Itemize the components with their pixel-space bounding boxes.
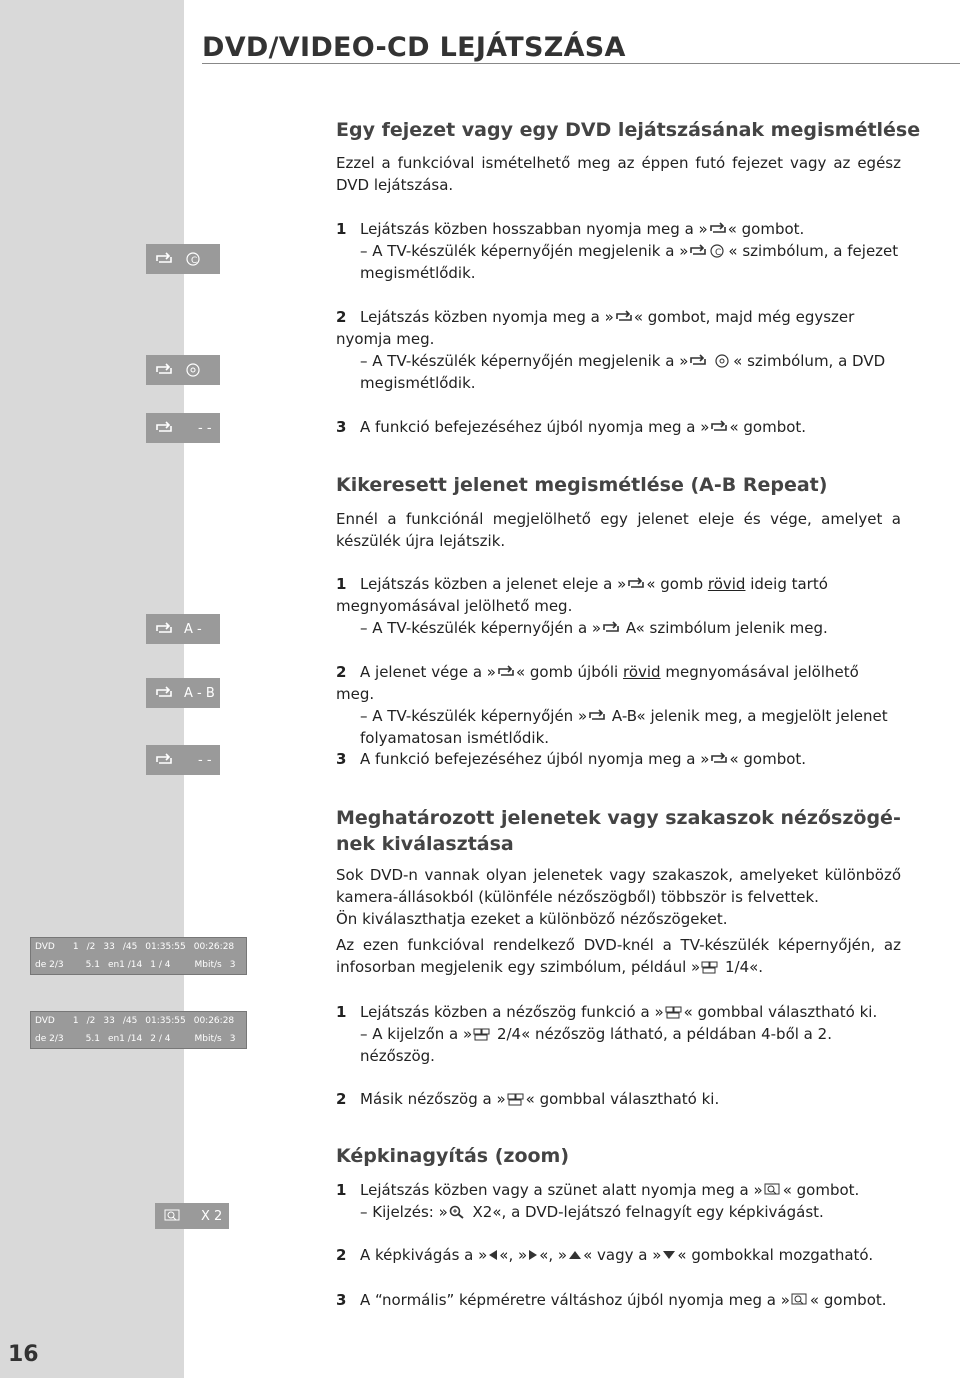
- osd-text: - -: [198, 420, 212, 436]
- repeat-icon: [709, 752, 729, 766]
- step-number: 1: [336, 1181, 347, 1199]
- step-subtext: A« szimbólum jelenik meg.: [621, 619, 828, 637]
- osd-zoom: [155, 1203, 229, 1229]
- arrow-down-icon: [661, 1248, 677, 1262]
- step-1: [336, 218, 901, 284]
- step-number: 3: [336, 1291, 347, 1309]
- step-subtext: – A kijelzőn a »: [360, 1025, 473, 1043]
- section-intro: [336, 934, 901, 978]
- step-text: Lejátszás közben a jelenet eleje a »: [360, 575, 627, 593]
- info-language: de 2/3: [35, 959, 64, 970]
- osd-text: X 2: [201, 1208, 223, 1224]
- repeat-icon: [709, 420, 729, 434]
- page-number: 16: [8, 1342, 39, 1367]
- osd-info-bar: [30, 937, 247, 975]
- svg-text:C: C: [715, 248, 722, 258]
- section-heading-repeat: Egy fejezet vagy egy DVD lejátszásának megismétlése: [336, 119, 921, 141]
- info-dvd: DVD: [35, 1015, 55, 1026]
- step-text: « gombot.: [809, 1291, 887, 1309]
- step-2: [336, 306, 901, 394]
- step-subtext: – Kijelzés: »: [360, 1203, 448, 1221]
- step-text: « gomb: [646, 575, 708, 593]
- step-text: « gombokkal mozgatható.: [677, 1246, 874, 1264]
- step-text: « gombot, majd még egyszer nyomja meg.: [336, 308, 855, 348]
- step-number: 2: [336, 1090, 347, 1108]
- repeat-icon: [496, 665, 516, 679]
- step-text: A képkivágás a »: [360, 1246, 488, 1264]
- osd-text: A -: [184, 621, 202, 637]
- osd-text: A - B: [184, 685, 215, 701]
- magnifier-icon: [448, 1205, 468, 1219]
- step-text: A funkció befejezéséhez újból nyomja meg a »: [360, 418, 710, 436]
- step-text: Lejátszás közben vagy a szünet alatt nyomja meg a »: [360, 1181, 763, 1199]
- intro-text: Az ezen funkcióval rendelkező DVD-knél a TV-készülék képernyőjén, az infosorban megjelenik egy szimbólum, például »: [336, 936, 901, 976]
- info-title-total: /2: [86, 941, 96, 952]
- step-text: « gombot.: [729, 750, 807, 768]
- step-subtext: « szimbólum, a fejezet megismétlődik.: [360, 242, 899, 282]
- step-number: 2: [336, 1246, 347, 1264]
- osd-ab-marker: [146, 678, 220, 708]
- info-angle: 2 / 4: [150, 1033, 171, 1044]
- step-number: 2: [336, 308, 347, 326]
- repeat-icon: [154, 752, 174, 768]
- angle-icon: [506, 1092, 526, 1106]
- section-intro: Ön kiválaszthatja ezeket a különböző nézőszögeket.: [336, 910, 728, 928]
- step-1: [336, 573, 901, 639]
- step-text: A funkció befejezéséhez újból nyomja meg a »: [360, 750, 710, 768]
- section-heading-angle: [336, 805, 901, 857]
- repeat-icon: [154, 621, 174, 637]
- repeat-icon: [614, 310, 634, 324]
- section-heading-ab-repeat: Kikeresett jelenet megismétlése (A-B Repeat): [336, 474, 828, 496]
- step-text: « gombot.: [729, 418, 807, 436]
- step-text: A jelenet vége a »: [360, 663, 496, 681]
- step-text: « gombbal választható ki.: [525, 1090, 720, 1108]
- angle-icon: [472, 1027, 492, 1041]
- repeat-icon: [154, 251, 174, 267]
- step-number: 2: [336, 663, 347, 681]
- step-text: «, »: [499, 1246, 528, 1264]
- osd-disc-repeat: [146, 355, 220, 385]
- info-time-remaining: 00:26:28: [193, 1015, 235, 1026]
- step-subtext: 2/4« nézőszög látható, a példában 4-ből a 2. nézőszög.: [360, 1025, 832, 1065]
- page-title: DVD/VIDEO-CD LEJÁTSZÁSA: [202, 32, 626, 63]
- step-text: «, »: [539, 1246, 568, 1264]
- step-number: 1: [336, 575, 347, 593]
- angle-icon: [700, 960, 720, 974]
- info-dvd: DVD: [35, 941, 55, 952]
- chapter-icon: [708, 244, 728, 258]
- section-intro: Ezzel a funkcióval ismételhető meg az éppen futó fejezet vagy az egész DVD lejátszása.: [336, 154, 901, 194]
- step-2: [336, 1088, 901, 1110]
- info-audio: 5.1: [85, 959, 100, 970]
- info-chapter: 33: [103, 1015, 115, 1026]
- step-text: megnyomásával jelölhető meg.: [336, 663, 859, 703]
- step-number: 3: [336, 750, 347, 768]
- disc-icon: [713, 354, 733, 368]
- osd-repeat-off: [146, 745, 220, 775]
- step-3: [336, 1289, 901, 1311]
- step-3: [336, 748, 901, 770]
- repeat-icon: [154, 685, 174, 701]
- info-bitrate: Mbit/s: [194, 959, 222, 970]
- info-time-elapsed: 01:35:55: [145, 941, 186, 952]
- step-3: [336, 416, 901, 438]
- step-subtext: – A TV-készülék képernyőjén »: [360, 707, 588, 725]
- step-subtext: – A TV-készülék képernyőjén megjelenik a »: [360, 242, 689, 260]
- step-text: « gombot.: [727, 220, 805, 238]
- step-2: [336, 661, 901, 749]
- heading-line: Meghatározott jelenetek vagy szakaszok nézőszögé-: [336, 807, 901, 829]
- repeat-icon: [626, 577, 646, 591]
- step-subtext: – A TV-készülék képernyőjén a »: [360, 619, 602, 637]
- step-text: Lejátszás közben nyomja meg a »: [360, 308, 614, 326]
- heading-line: nek kiválasztása: [336, 833, 514, 855]
- info-chapter-total: /45: [122, 941, 138, 952]
- step-emphasis: rövid: [623, 663, 661, 681]
- zoom-icon: [790, 1293, 810, 1307]
- step-2: [336, 1244, 901, 1266]
- step-subtext: X2«, a DVD-lejátszó felnagyít egy képkivágást.: [467, 1203, 824, 1221]
- zoom-icon: [163, 1208, 183, 1224]
- info-title: 1: [72, 1015, 79, 1026]
- section-heading-zoom: Képkinagyítás (zoom): [336, 1145, 570, 1167]
- info-bitrate: Mbit/s: [194, 1033, 222, 1044]
- step-text: « gombot.: [782, 1181, 860, 1199]
- step-1: [336, 1179, 901, 1223]
- arrow-left-icon: [487, 1248, 499, 1262]
- step-text: ideig tartó megnyomásával jelölhető meg.: [336, 575, 828, 615]
- repeat-icon: [587, 709, 607, 723]
- osd-text: - -: [198, 752, 212, 768]
- info-extra: 3: [229, 1033, 236, 1044]
- info-chapter-total: /45: [122, 1015, 138, 1026]
- step-subtext: A-B« jelenik meg, a megjelölt jelenet folyamatosan ismétlődik.: [360, 707, 888, 747]
- chapter-icon: [184, 251, 204, 267]
- info-time-remaining: 00:26:28: [193, 941, 235, 952]
- step-text: Lejátszás közben hosszabban nyomja meg a »: [360, 220, 708, 238]
- step-emphasis: rövid: [707, 575, 746, 593]
- info-chapter: 33: [103, 941, 115, 952]
- step-1: [336, 1001, 901, 1067]
- info-title-total: /2: [86, 1015, 96, 1026]
- info-title: 1: [72, 941, 79, 952]
- arrow-up-icon: [567, 1248, 583, 1262]
- repeat-icon: [601, 621, 621, 635]
- intro-text: 1/4«.: [720, 958, 764, 976]
- angle-icon: [664, 1005, 684, 1019]
- step-number: 3: [336, 418, 347, 436]
- step-text: « gombbal választható ki.: [683, 1003, 878, 1021]
- disc-icon: [184, 362, 204, 378]
- repeat-icon: [688, 354, 708, 368]
- info-time-elapsed: 01:35:55: [145, 1015, 186, 1026]
- step-text: Lejátszás közben a nézőszög funkció a »: [360, 1003, 664, 1021]
- step-subtext: « szimbólum, a DVD megismétlődik.: [360, 352, 886, 392]
- svg-text:C: C: [191, 256, 198, 266]
- zoom-icon: [763, 1183, 783, 1197]
- info-audio: 5.1: [85, 1033, 100, 1044]
- info-subtitle: en1 /14: [107, 959, 143, 970]
- osd-a-marker: [146, 614, 220, 644]
- step-text: « gomb újbóli: [515, 663, 623, 681]
- step-text: Másik nézőszög a »: [360, 1090, 506, 1108]
- repeat-icon: [688, 244, 708, 258]
- step-number: 1: [336, 1003, 347, 1021]
- repeat-icon: [154, 362, 174, 378]
- step-number: 1: [336, 220, 347, 238]
- header-rule: [202, 63, 960, 64]
- arrow-right-icon: [527, 1248, 539, 1262]
- repeat-icon: [154, 420, 174, 436]
- step-text: A “normális” képméretre váltáshoz újból nyomja meg a »: [360, 1291, 790, 1309]
- info-extra: 3: [229, 959, 236, 970]
- section-intro: Sok DVD-n vannak olyan jelenetek vagy szakaszok, amelyeket különböző kamera-állásokból (különféle nézőszögből) többször is felvettek.: [336, 866, 901, 906]
- info-language: de 2/3: [35, 1033, 64, 1044]
- info-subtitle: en1 /14: [107, 1033, 143, 1044]
- repeat-icon: [708, 222, 728, 236]
- step-subtext: – A TV-készülék képernyőjén megjelenik a »: [360, 352, 689, 370]
- osd-chapter-repeat: [146, 244, 220, 274]
- osd-info-bar: [30, 1011, 247, 1049]
- info-angle: 1 / 4: [150, 959, 171, 970]
- step-text: « vagy a »: [583, 1246, 662, 1264]
- osd-repeat-off: [146, 413, 220, 443]
- section-intro: Ennél a funkciónál megjelölhető egy jelenet eleje és vége, amelyet a készülék újra lejátszik.: [336, 510, 901, 550]
